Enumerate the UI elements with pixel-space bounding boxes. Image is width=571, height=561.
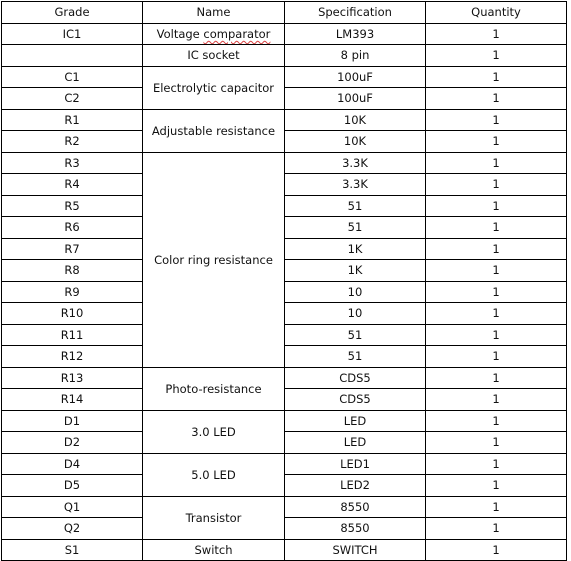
grade-cell: D4 xyxy=(2,453,143,475)
table-row xyxy=(2,23,567,45)
specification-cell: 100uF xyxy=(285,88,426,110)
header-quantity: Quantity xyxy=(426,2,567,24)
table-row xyxy=(2,217,567,239)
quantity-cell: 1 xyxy=(426,66,567,88)
grade-cell: C1 xyxy=(2,66,143,88)
name-cell: Transistor xyxy=(143,496,285,539)
grade-cell: R7 xyxy=(2,238,143,260)
quantity-cell: 1 xyxy=(426,303,567,325)
quantity-cell: 1 xyxy=(426,539,567,561)
table-row xyxy=(2,389,567,411)
specification-cell: 51 xyxy=(285,324,426,346)
name-cell: 5.0 LED xyxy=(143,453,285,496)
name-cell: Photo-resistance xyxy=(143,367,285,410)
table-row xyxy=(2,453,567,475)
table-row xyxy=(2,88,567,110)
name-cell xyxy=(143,23,285,45)
table-row xyxy=(2,195,567,217)
table-row xyxy=(2,281,567,303)
table-row xyxy=(2,260,567,282)
name-cell: Switch xyxy=(143,539,285,561)
quantity-cell: 1 xyxy=(426,238,567,260)
specification-cell: CDS5 xyxy=(285,389,426,411)
specification-cell: 51 xyxy=(285,346,426,368)
specification-cell: 51 xyxy=(285,195,426,217)
specification-cell: 1K xyxy=(285,238,426,260)
quantity-cell: 1 xyxy=(426,496,567,518)
grade-cell: Q1 xyxy=(2,496,143,518)
table-row xyxy=(2,152,567,174)
grade-cell: R11 xyxy=(2,324,143,346)
grade-cell: R5 xyxy=(2,195,143,217)
component-list xyxy=(1,1,567,561)
grade-cell: R6 xyxy=(2,217,143,239)
name-cell: IC socket xyxy=(143,45,285,67)
name-cell: 3.0 LED xyxy=(143,410,285,453)
specification-cell: LED2 xyxy=(285,475,426,497)
grade-cell: D2 xyxy=(2,432,143,454)
name-cell: Adjustable resistance xyxy=(143,109,285,152)
grade-cell: R10 xyxy=(2,303,143,325)
header-name: Name xyxy=(143,2,285,24)
header-specification: Specification xyxy=(285,2,426,24)
grade-cell: R8 xyxy=(2,260,143,282)
quantity-cell: 1 xyxy=(426,346,567,368)
grade-cell: R14 xyxy=(2,389,143,411)
quantity-cell: 1 xyxy=(426,389,567,411)
specification-cell: 100uF xyxy=(285,66,426,88)
quantity-cell: 1 xyxy=(426,475,567,497)
quantity-cell: 1 xyxy=(426,324,567,346)
table-row xyxy=(2,109,567,131)
specification-cell: 51 xyxy=(285,217,426,239)
grade-cell: R2 xyxy=(2,131,143,153)
grade-cell: Q2 xyxy=(2,518,143,540)
table-row xyxy=(2,45,567,67)
grade-cell: D1 xyxy=(2,410,143,432)
quantity-cell: 1 xyxy=(426,410,567,432)
specification-cell: 10K xyxy=(285,109,426,131)
grade-cell: C2 xyxy=(2,88,143,110)
table-row xyxy=(2,238,567,260)
quantity-cell: 1 xyxy=(426,109,567,131)
quantity-cell: 1 xyxy=(426,45,567,67)
quantity-cell: 1 xyxy=(426,518,567,540)
quantity-cell: 1 xyxy=(426,88,567,110)
quantity-cell: 1 xyxy=(426,281,567,303)
quantity-cell: 1 xyxy=(426,432,567,454)
table-row xyxy=(2,539,567,561)
header-grade: Grade xyxy=(2,2,143,24)
grade-cell: D5 xyxy=(2,475,143,497)
quantity-cell: 1 xyxy=(426,367,567,389)
grade-cell: R9 xyxy=(2,281,143,303)
specification-cell: 8550 xyxy=(285,518,426,540)
specification-cell: 3.3K xyxy=(285,174,426,196)
table-row xyxy=(2,131,567,153)
quantity-cell: 1 xyxy=(426,260,567,282)
table-row xyxy=(2,518,567,540)
header-row xyxy=(2,2,567,24)
table-row xyxy=(2,346,567,368)
quantity-cell: 1 xyxy=(426,195,567,217)
specification-cell: SWITCH xyxy=(285,539,426,561)
table-row xyxy=(2,324,567,346)
quantity-cell: 1 xyxy=(426,23,567,45)
quantity-cell: 1 xyxy=(426,453,567,475)
quantity-cell: 1 xyxy=(426,152,567,174)
name-cell: Electrolytic capacitor xyxy=(143,66,285,109)
grade-cell: S1 xyxy=(2,539,143,561)
name-label: Voltage comparator xyxy=(156,26,271,41)
specification-cell: 1K xyxy=(285,260,426,282)
specification-cell: 10K xyxy=(285,131,426,153)
specification-cell: 10 xyxy=(285,303,426,325)
grade-cell xyxy=(2,45,143,67)
table-row xyxy=(2,367,567,389)
table-row xyxy=(2,496,567,518)
specification-cell: 8 pin xyxy=(285,45,426,67)
grade-cell: IC1 xyxy=(2,23,143,45)
specification-cell: LM393 xyxy=(285,23,426,45)
table-row xyxy=(2,432,567,454)
specification-cell: LED1 xyxy=(285,453,426,475)
specification-cell: CDS5 xyxy=(285,367,426,389)
grade-cell: R3 xyxy=(2,152,143,174)
table-row xyxy=(2,410,567,432)
table-row xyxy=(2,174,567,196)
table-body xyxy=(2,23,567,561)
quantity-cell: 1 xyxy=(426,217,567,239)
specification-cell: 10 xyxy=(285,281,426,303)
grade-cell: R13 xyxy=(2,367,143,389)
name-cell: Color ring resistance xyxy=(143,152,285,367)
specification-cell: 8550 xyxy=(285,496,426,518)
table-row xyxy=(2,475,567,497)
quantity-cell: 1 xyxy=(426,131,567,153)
specification-cell: LED xyxy=(285,410,426,432)
specification-cell: LED xyxy=(285,432,426,454)
quantity-cell: 1 xyxy=(426,174,567,196)
spellcheck-word: comparator xyxy=(203,26,271,41)
specification-cell: 3.3K xyxy=(285,152,426,174)
table-row xyxy=(2,303,567,325)
grade-cell: R12 xyxy=(2,346,143,368)
component-table xyxy=(1,1,567,561)
grade-cell: R1 xyxy=(2,109,143,131)
grade-cell: R4 xyxy=(2,174,143,196)
table-row xyxy=(2,66,567,88)
